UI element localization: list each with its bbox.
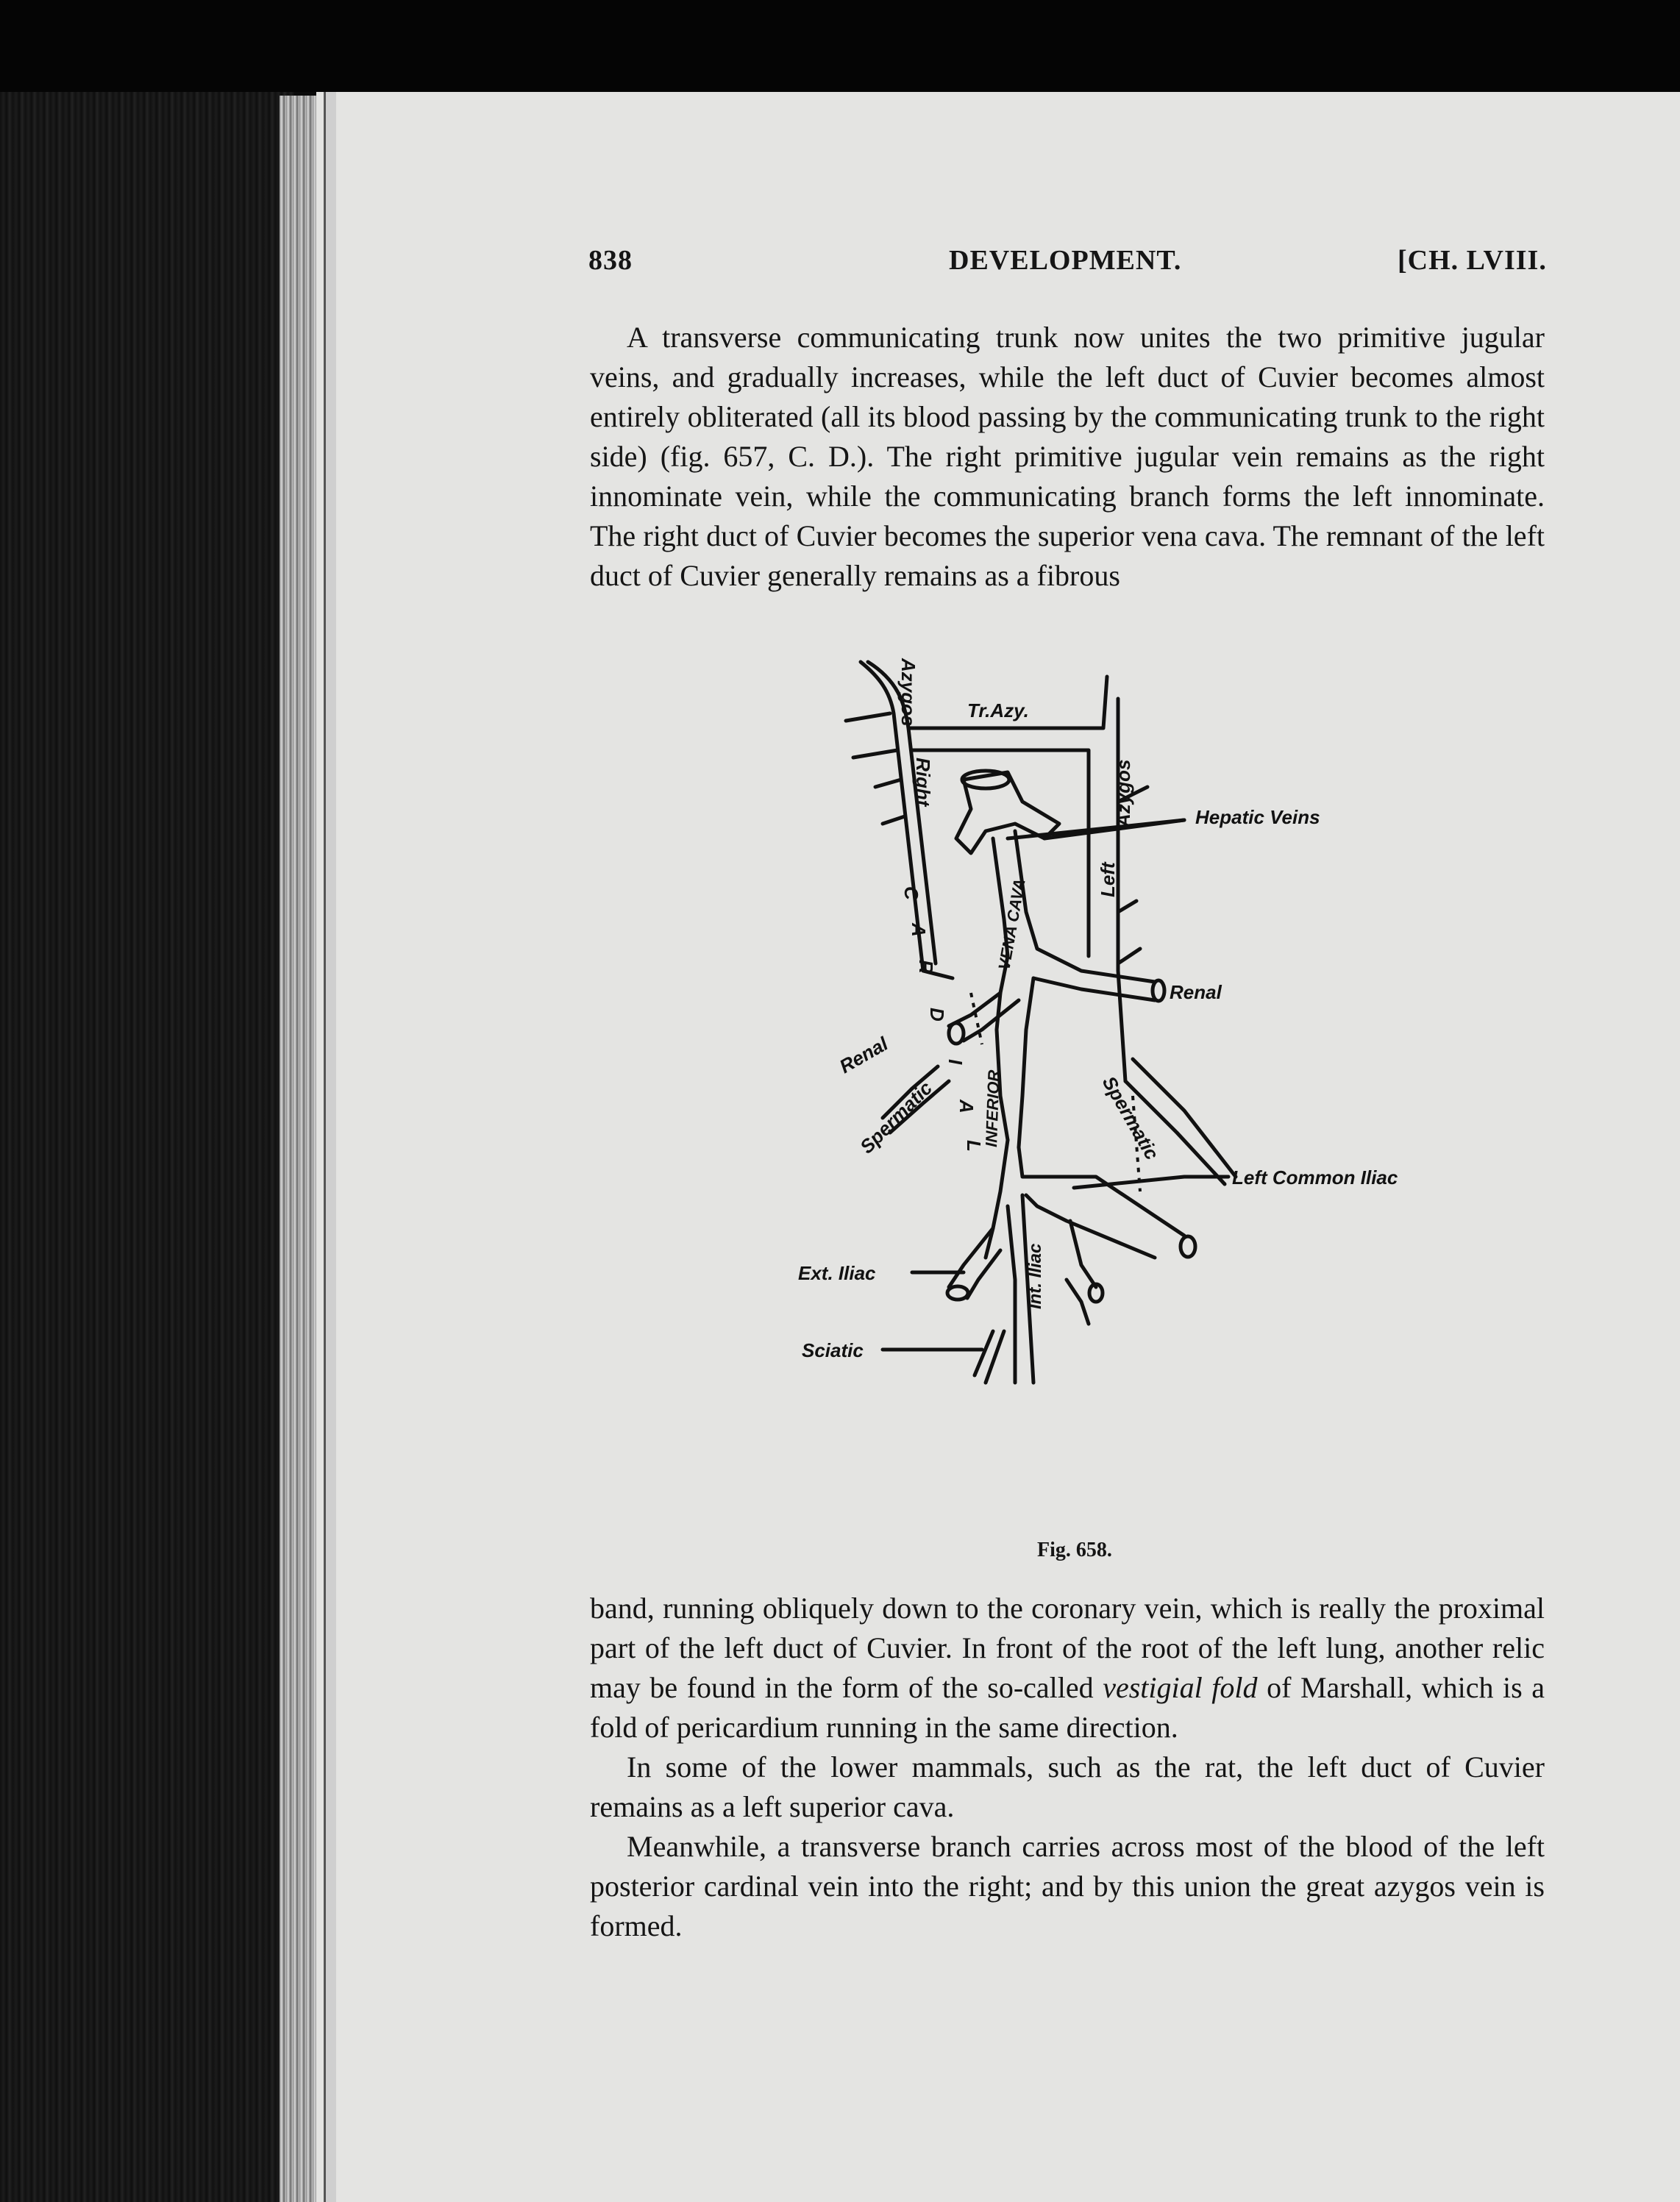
bottom-paragraph-3: Meanwhile, a transverse branch carries across most of the blood of the left posterior cardinal vein into the right; and by this union the great azygos vein is formed. <box>590 1830 1545 1942</box>
label-int-iliac: Int. Iliac <box>1025 1243 1045 1309</box>
book-spine-edge <box>0 0 294 2202</box>
label-tr-azy: Tr.Azy. <box>967 699 1029 721</box>
label-cardinal-l: L <box>963 1140 985 1152</box>
figure-658-diagram <box>772 647 1434 1530</box>
label-cardinal-i: I <box>944 1059 967 1065</box>
label-azygos-left: Azygos <box>1112 759 1134 827</box>
label-cardinal-a: A <box>908 923 930 937</box>
top-paragraph <box>590 318 1545 596</box>
label-cardinal-r: R <box>915 960 937 974</box>
label-ext-iliac: Ext. Iliac <box>798 1262 876 1284</box>
vestigial-fold-term: vestigial fold <box>1103 1671 1258 1704</box>
label-renal-left: Renal <box>1170 981 1222 1003</box>
label-cardinal-c: C <box>900 886 922 900</box>
label-cardinal-a2: A <box>955 1100 978 1114</box>
label-spermatic-left: Spermatic <box>1097 1072 1164 1164</box>
figure-caption: Fig. 658. <box>1037 1539 1112 1561</box>
label-renal-right: Renal <box>836 1032 892 1078</box>
running-title: DEVELOPMENT. <box>949 245 1182 276</box>
bottom-text <box>590 1589 1545 1946</box>
label-azygos-right: Azygos <box>897 658 919 727</box>
label-sciatic: Sciatic <box>802 1339 864 1361</box>
label-left: Left <box>1097 862 1119 897</box>
page-gutter <box>324 92 336 2202</box>
page-number: 838 <box>588 245 633 276</box>
label-cardinal-d: D <box>926 1008 948 1022</box>
top-paragraph-text: A transverse communicating trunk now unites the two primitive jugular veins, and gradually increases, while the left duct of Cuvier becomes almost entirely obliterated (all its blood passing by the communicating trunk to the right side) (fig. 657, C. D.). The right primitive jugular vein remains as the right innominate vein, while the communicating branch forms the left innominate. The right duct of Cuvier becomes the superior vena cava. The remnant of the left duct of Cuvier generally remains as a fibrous <box>590 321 1545 592</box>
label-hepatic-veins: Hepatic Veins <box>1195 806 1320 828</box>
label-right: Right <box>912 758 934 807</box>
bottom-paragraph-1 <box>590 1589 1545 1747</box>
bottom-paragraph-2: In some of the lower mammals, such as the rat, the left duct of Cuvier remains as a left superior cava. <box>590 1750 1545 1823</box>
bottom-paragraph-1-end: of Marshall, which is a fold of pericardium running in the same direction. <box>590 1671 1545 1744</box>
inferior-vena-cava <box>1015 831 1155 982</box>
chapter-marker: [CH. LVIII. <box>1398 245 1547 276</box>
label-vena-cava: VENA CAVA <box>994 877 1029 972</box>
bottom-paragraph-1-start: band, running obliquely down to the coronary vein, which is really the proximal part of the left duct of Cuvier. In front of the root of the left lung, another relic may be found in the form of the so-called <box>590 1592 1545 1704</box>
label-left-common-iliac: Left Common Iliac <box>1232 1166 1398 1189</box>
label-inferior: INFERIOR <box>982 1069 1003 1148</box>
scan-background <box>0 0 1680 92</box>
label-spermatic-right: Spermatic <box>855 1077 937 1158</box>
